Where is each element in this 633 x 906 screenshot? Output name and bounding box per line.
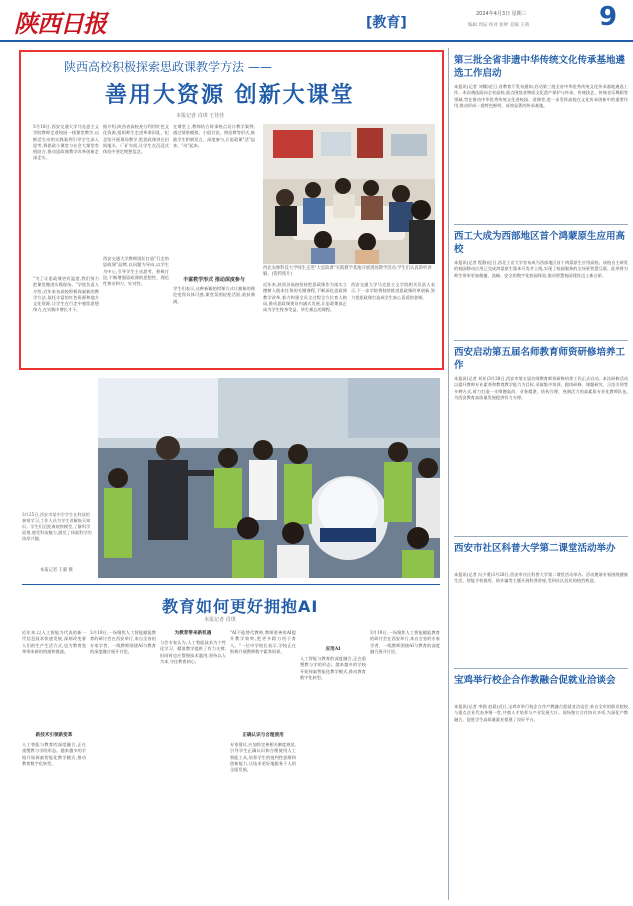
section-label: [教育] [366, 15, 407, 31]
right-divider-1 [454, 224, 628, 225]
ai-paragraph-1: 近年来,以人工智能为代表的新一代信息技术快速发展,深刻改变着人们的生产生活方式,也为教育变革带来新的机遇和挑战。 [22, 630, 86, 654]
lead-paragraph-4: 西安交通大学教师团队打造"行走的思政课"品牌,以问题为导向,以学生为中心,引导学生主动思考、积极讨论,不断增强思政课的思想性、理论性和亲和力、针对性。 [103, 256, 169, 287]
masthead-logo: 陕西日报 [14, 9, 106, 38]
ai-paragraph-8: 3月19日,一场聚焦人工智能赋能教育的研讨会在西安举行,来自全省的专家学者、一线教师围绕AI与教育的深度融合展开讨论。 [370, 630, 440, 654]
lead-photo [263, 124, 435, 264]
header-rule [0, 40, 633, 42]
right-story-3-text: 本报讯(记者 刘亚)3月28日,西安市第五届名师教育师资研修培养工作正式启动。本次研修活动以提升教师专业素养和教育教学能力为目标,采取集中培训、跟岗研修、课题研究、示范引领等多种方式,着力打造一支师德高尚、业务精湛、结构合理、充满活力的高素质专业化教师队伍,为西安教育高质量发展提供有力支撑。 [454, 376, 628, 400]
ai-subhead-1: 新技术引领新变革 [35, 733, 73, 738]
museum-photo [98, 378, 440, 578]
museum-photo-caption: 3月25日,西安市某中学学生在科技馆参观学习,工作人员为学生讲解航天知识。学生们近距离观察模型,了解科学原理,感受科技魅力,激发了探索科学的浓厚兴趣。 [22, 512, 92, 541]
column-divider [448, 48, 449, 900]
ai-subhead-4: 应用AI [325, 647, 341, 652]
lead-subhead: 丰富教学形式 推动深度参与 [183, 277, 245, 283]
ai-byline: 本报记者 肖琪 [204, 617, 236, 623]
ai-paragraph-2: 人工智能与教育的深度融合,正在重塑教与学的形态。越来越多的学校开始探索智能化教学模式,推动教育数字化转型。 [22, 742, 86, 766]
right-story-2-title: 西工大成为西部地区首个鸿蒙原生应用高校 [454, 231, 626, 255]
editor-line: 编辑 周辰 校对 张婷 美编 王萌 [468, 23, 530, 28]
lead-headline: 善用大资源 创新大课堂 [105, 83, 355, 108]
page-number: 9 [599, 2, 618, 32]
lead-byline: 本报记者 肖琪 王佳佳 [176, 113, 225, 119]
lead-paragraph-2: "为了让思政课更有温度,我们努力把课堂搬进实践现场。"学院负责人介绍,近年来各高校积极探索新的教学方法,依托丰富的红色资源和地方文化资源,让学生在行走中感悟思想伟力,在实践中增长才干。 [33, 276, 99, 313]
right-divider-2 [454, 340, 628, 341]
right-story-5-text: 本报讯(记者 李润 赵晨)近日,宝鸡市举行校企合作产教融合促就业洽谈会,来自全市的职业院校与重点企业代表齐聚一堂,共商人才培养与产业发展大计。现场签订合作协议多项,为深化产教融合、促进学生高质量就业搭建了良好平台。 [454, 704, 628, 722]
issue-date: 2024年4月3日 星期三 [476, 11, 527, 17]
lead-kicker: 陕西高校积极探索思政课教学方法 —— [64, 60, 272, 74]
ai-paragraph-3: 3月19日,一场聚焦人工智能赋能教育的研讨会在西安举行,来自全省的专家学者、一线教师围绕AI与教育的深度融合展开讨论。 [90, 630, 156, 654]
museum-photo-credit: 本报记者 王毅 摄 [40, 568, 73, 573]
ai-story-rule [22, 584, 440, 585]
lead-photo-caption: 西北农林科技大学师生走进"大思政课"实践教学基地开展现场教学活动,学生们认真聆听讲解。(资料照片) [263, 266, 432, 277]
right-story-4-title: 西安市社区科普大学第二课堂活动举办 [454, 543, 616, 554]
right-story-1-title: 第三批全省非遗中华传统文化传承基地遴选工作启动 [454, 55, 626, 79]
lead-paragraph-7: 近年来,陕西各高校坚持把思政课作为落实立德树人根本任务的关键课程,不断深化思政课教学改革,着力构建全员全过程全方位育人格局,推动思政课建设内涵式发展,让思政课真正成为学生终身受益、毕生难忘的课程。 [263, 282, 347, 313]
ai-headline: 教育如何更好拥抱AI [162, 597, 319, 616]
ai-paragraph-4: 与会专家认为,人工智能技术为个性化学习、精准教学提供了有力支撑,但同时也应警惕技术滥用,坚持以人为本,守住教育初心。 [160, 640, 226, 664]
lead-paragraph-3: 据介绍,陕西省高校充分利用红色文化资源,组织师生走进革命旧址、纪念馆开展现场教学,把思政课讲在田间地头、厂矿车间,让学生在沉浸式体验中坚定理想信念。 [103, 124, 169, 155]
right-story-5-title: 宝鸡举行校企合作教融合促就业洽谈会 [454, 675, 616, 686]
ai-subhead-3: 正确认识与合理使用 [242, 733, 284, 738]
ai-paragraph-5: "AI不能替代教师,教师要善用AI提升教学效率,把更多精力用于育人。"一位中学校长表示,学校正在积极开展教师数字素养培训。 [230, 630, 296, 654]
right-story-2-text: 本报讯(记者 程静)近日,西北工业大学宣布成为西部地区首个鸿蒙原生应用高校。该校自主研发的校园移动应用已完成鸿蒙原生版本开发并上线,实现了校园服务的全场景智慧互联。此举将为师生带来更加便捷、流畅、安全的数字化校园体验,推动智慧校园建设迈上新台阶。 [454, 260, 628, 278]
ai-paragraph-6: 专家建议,应加快完善相关制度规范,引导学生正确认识和合理使用人工智能工具,培养学生的批判性思维和创新能力,让技术更好地服务于人的全面发展。 [230, 742, 296, 773]
right-story-4-text: 本报讯(记者 冯少勇)3月28日,西安市社区科普大学第二课堂活动举办。活动邀请专家围绕健康生活、智能手机使用、防诈骗等主题开展科普讲座,受到社区居民的热烈欢迎。 [454, 572, 628, 584]
right-divider-4 [454, 668, 628, 669]
right-divider-3 [454, 536, 628, 537]
lead-paragraph-5: 在课堂上,教师结合时事热点设计教学案例,通过情景模拟、小组讨论、辩论赛等形式,鼓励学生积极发言、深度参与,让思政课"活"起来、"动"起来。 [173, 124, 255, 148]
right-story-1-text: 本报讯(记者 刘娜)近日,省教育厅发布通知,启动第三批全省中华优秀传统文化传承基地遴选工作。本次遴选面向全省高校,重点围绕非物质文化遗产保护与传承、传统技艺、传统音乐舞蹈等领域,旨在推动中华优秀传统文化进校园、进课堂,进一步发挥高校在文化传承创新中的重要作用,推动形成一批特色鲜明、成效显著的传承基地。 [454, 84, 628, 108]
ai-subhead-2: 为教育带来新机遇 [174, 631, 212, 636]
ai-paragraph-7: 人工智能与教育的深度融合,正在重塑教与学的形态。越来越多的学校开始探索智能化教学模式,推动教育数字化转型。 [300, 656, 366, 680]
right-story-3-title: 西安启动第五届名师教育师资研修培养工作 [454, 347, 626, 371]
lead-paragraph-1: 3月18日,西安交通大学马克思主义学院教师走进校园一线课堂教学,以鲜活生动的实践案例引导学生深入思考,将思政小课堂与社会大课堂有机结合,推动思政课教学改革创新走深走实。 [33, 124, 99, 161]
lead-paragraph-8: 西安交通大学马克思主义学院相关负责人表示,下一步学院将持续推进思政课改革创新,努力把思政课打造成学生真心喜爱的金课。 [351, 282, 435, 300]
lead-paragraph-6: 学生们表示,这种新颖的授课方式让抽象的理论变得具体可感,课堂氛围轻松活跃,收获满满。 [173, 286, 255, 304]
